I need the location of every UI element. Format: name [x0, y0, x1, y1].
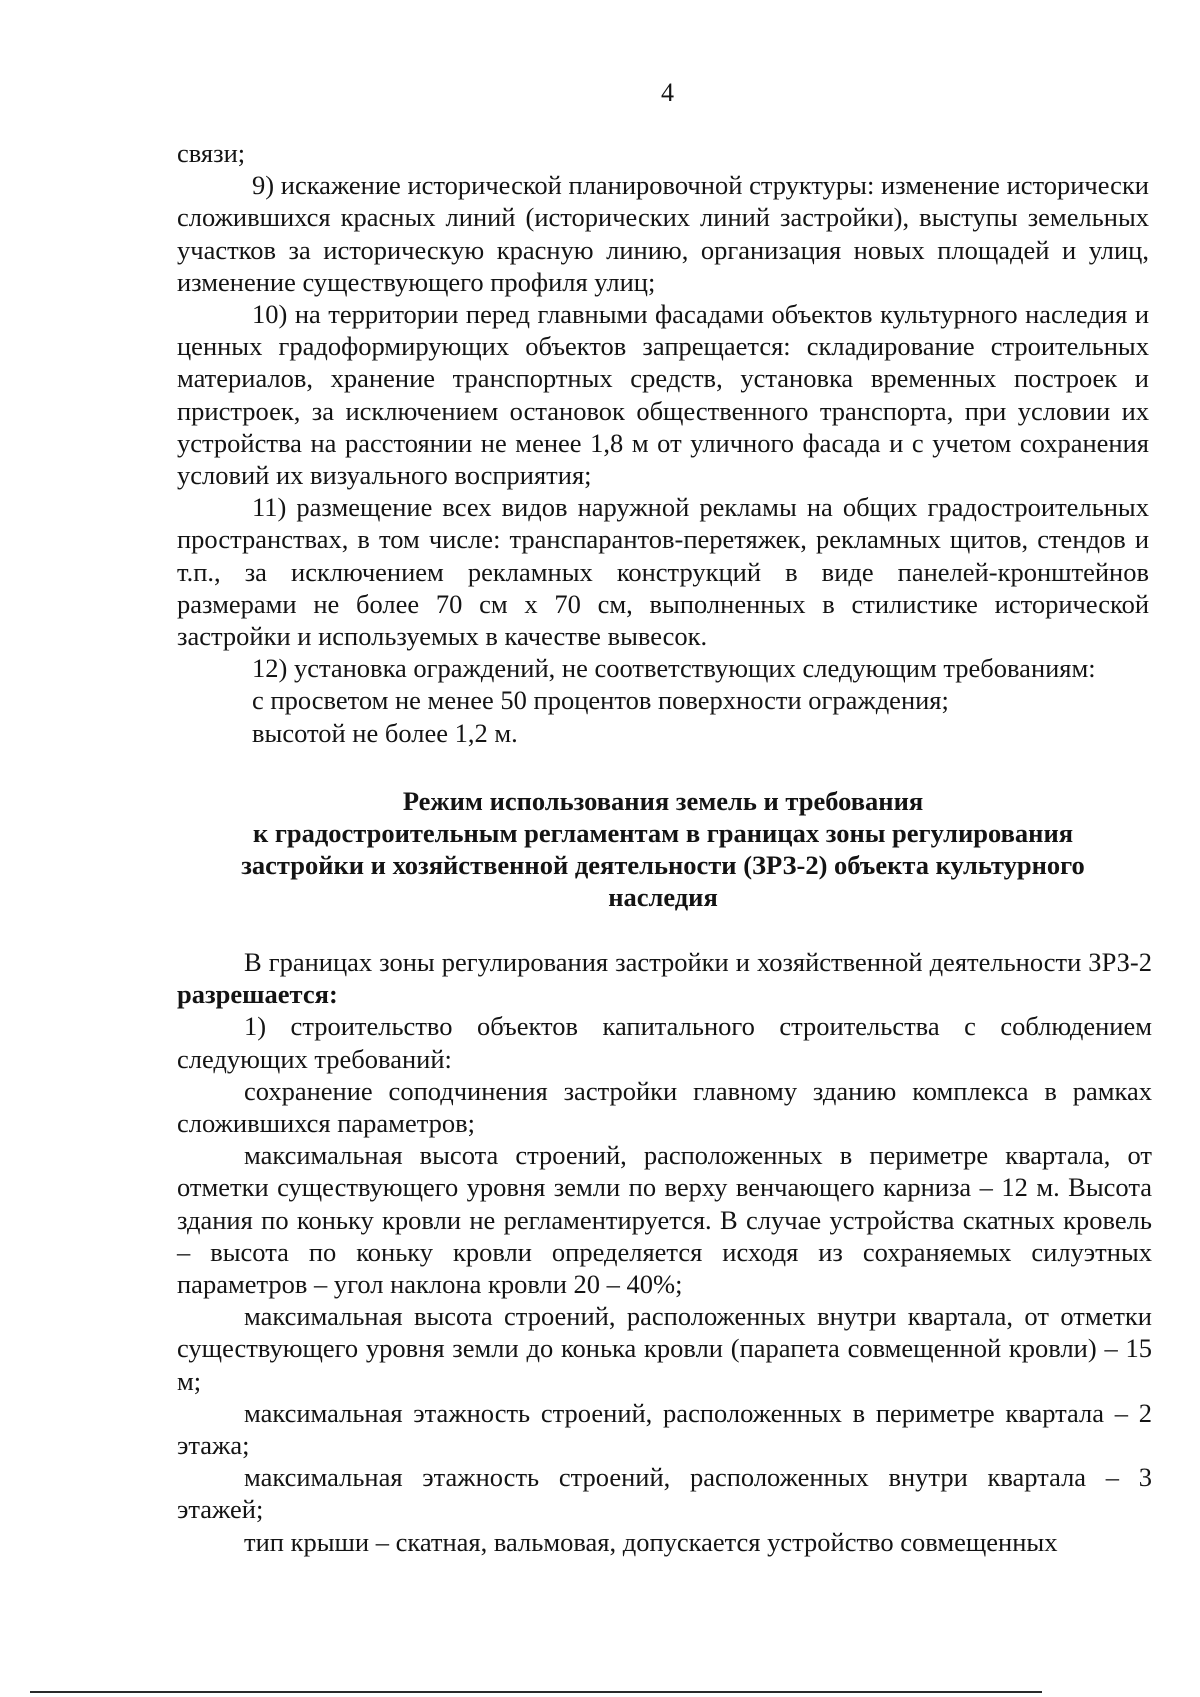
top-text-block — [177, 137, 1149, 749]
section-heading-line-4: наследия — [608, 882, 718, 912]
bottom-text-block — [177, 946, 1152, 1558]
section-heading-line-1: Режим использования земель и требования — [402, 786, 924, 816]
paragraph-continuation: связи; — [177, 138, 246, 168]
requirement-floors-perimeter: максимальная этажность строений, расположенных в периметре квартала – 2 этажа; — [177, 1397, 1152, 1461]
permitted-item-1: 1) строительство объектов капитального строительства с соблюдением следующих требований: — [177, 1011, 1152, 1074]
bottom-divider — [30, 1691, 1042, 1693]
section-heading-line-3: застройки и хозяйственной деятельности (ЗРЗ-2) объекта культурного — [241, 850, 1085, 880]
intro-paragraph — [177, 946, 1152, 1010]
intro-text: В границах зоны регулирования застройки и хозяйственной деятельности ЗРЗ-2 — [244, 947, 1152, 977]
list-item-9: 9) искажение исторической планировочной структуры: изменение исторически сложившихся красных линий (исторических линий застройки), выступы земельных участков за историческую красную линию, организация новых площадей и улиц, изменение существующего профиля улиц; — [177, 170, 1149, 297]
fence-requirement-clearance: с просветом не менее 50 процентов поверхности ограждения; — [252, 685, 949, 716]
requirement-height-perimeter: максимальная высота строений, расположенных в периметре квартала, от отметки существующего уровня земли по верху венчающего карниза – 12 м. Высота здания по коньку кровли не регламентируется. В случае устройства скатных кровель – высота по коньку кровли определяется исходя из сохраняемых силуэтных параметров – угол наклона кровли 20 – 40%; — [177, 1140, 1152, 1300]
intro-bold-word: разрешается: — [177, 979, 338, 1010]
requirement-height-inner: максимальная высота строений, расположенных внутри квартала, от отметки существующего уровня земли до конька кровли (парапета совмещенной кровли) – 15 м; — [177, 1301, 1152, 1396]
requirement-roof-type: тип крыши – скатная, вальмовая, допускается устройство совмещенных — [244, 1526, 1058, 1557]
section-heading-line-2: к градостроительным регламентам в границах зоны регулирования — [252, 818, 1074, 848]
section-heading — [177, 785, 1149, 913]
page-number: 4 — [661, 78, 674, 107]
list-item-12: 12) установка ограждений, не соответствующих следующим требованиям: — [252, 653, 1096, 684]
list-item-10: 10) на территории перед главными фасадами объектов культурного наследия и ценных градоформирующих объектов запрещается: складирование строительных материалов, хранение транспортных средств, установка временных построек и пристроек, за исключением остановок общественного транспорта, при условии их устройства на расстоянии не менее 1,8 м от уличного фасада и с учетом сохранения условий их визуального восприятия; — [177, 299, 1149, 491]
requirement-subordination: сохранение соподчинения застройки главному зданию комплекса в рамках сложившихся параметров; — [177, 1075, 1152, 1139]
fence-requirement-height: высотой не более 1,2 м. — [252, 717, 518, 748]
requirement-floors-inner: максимальная этажность строений, расположенных внутри квартала – 3 этажей; — [177, 1462, 1152, 1525]
list-item-11: 11) размещение всех видов наружной рекламы на общих градостроительных пространствах, в том числе: транспарантов-перетяжек, рекламных щитов, стендов и т.п., за исключением рекламных конструкций в виде панелей-кронштейнов размерами не более 70 см х 70 см, выполненных в стилистике исторической застройки и используемых в качестве вывесок. — [177, 492, 1149, 652]
